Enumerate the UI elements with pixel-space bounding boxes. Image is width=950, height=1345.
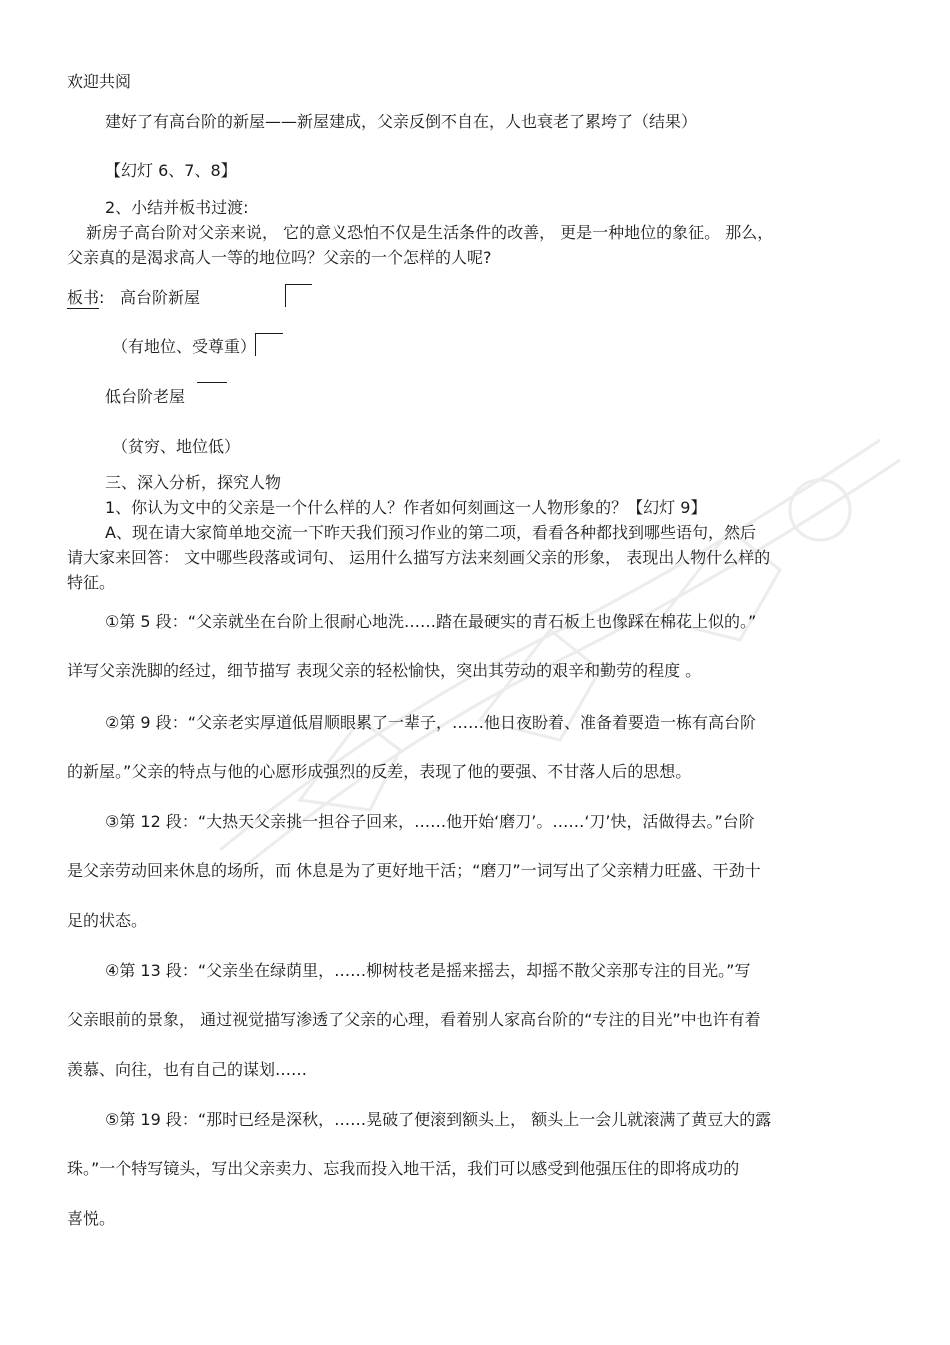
analysis-item: ④第 13 段：“父亲坐在绿荫里，……柳树枝老是摇来摇去，却摇不散父亲那专注的目光。”写 (105, 961, 751, 980)
board-label: 板书 (67, 288, 100, 307)
subheading: 2、小结并板书过渡: (105, 198, 249, 217)
analysis-item: 足的状态。 (67, 911, 148, 930)
analysis-item: ③第 12 段：“大热天父亲挑一担谷子回来，……他开始‘磨刀’。……‘刀’快，活做得去。”台阶 (105, 812, 755, 831)
board-item-old-house: 低台阶老屋 (105, 387, 186, 406)
board-bracket (197, 382, 227, 383)
watermark-graphic (180, 420, 950, 880)
section-heading: 三、深入分析，探究人物 (105, 473, 282, 492)
board-heading (67, 288, 104, 308)
slide-ref: 【幻灯 6、7、8】 (105, 161, 237, 180)
analysis-item: 珠。”一个特写镜头，写出父亲卖力、忘我而投入地干活，我们可以感受到他强压住的即将成功的 (67, 1159, 740, 1178)
analysis-item: 羡慕、向往，也有自己的谋划…… (67, 1060, 308, 1079)
board-bracket (285, 284, 312, 307)
analysis-item: ①第 5 段：“父亲就坐在台阶上很耐心地洗……踏在最硬实的青石板上也像踩在棉花上似的。” (105, 612, 757, 631)
analysis-item: 喜悦。 (67, 1209, 116, 1228)
board-colon: : (99, 288, 105, 307)
board-bracket (255, 333, 283, 356)
paragraph-line: 建好了有高台阶的新屋——新屋建成，父亲反倒不自在，人也衰老了累垮了（结果） (105, 112, 698, 131)
paragraph-line: 新房子高台阶对父亲来说， 它的意义恐怕不仅是生活条件的改善， 更是一种地位的象征。 那么， (86, 223, 774, 242)
analysis-item: 是父亲劳动回来休息的场所，而 休息是为了更好地干活；“磨刀”一词写出了父亲精力旺盛、干劲十 (67, 861, 761, 880)
analysis-item: 父亲眼前的景象， 通过视觉描写渗透了父亲的心理，看着别人家高台阶的“专注的目光”中也许有着 (67, 1010, 761, 1029)
analysis-item: 详写父亲洗脚的经过，细节描写 表现父亲的轻松愉快，突出其劳动的艰辛和勤劳的程度 。 (67, 661, 702, 680)
board-item-new-house: 高台阶新屋 (120, 288, 201, 307)
paragraph-line: A、现在请大家简单地交流一下昨天我们预习作业的第二项，看看各种都找到哪些语句，然后 (105, 523, 756, 542)
analysis-item: ⑤第 19 段：“那时已经是深秋，……晃破了便滚到额头上， 额头上一会儿就滚满了黄豆大的露 (105, 1110, 772, 1129)
board-item-poor: （贫穷、地位低） (112, 437, 241, 456)
paragraph-line: 父亲真的是渴求高人一等的地位吗？父亲的一个怎样的人呢? (67, 248, 492, 267)
paragraph-line: 特征。 (67, 573, 116, 592)
analysis-item: 的新屋。”父亲的特点与他的心愿形成强烈的反差，表现了他的要强、不甘落人后的思想。 (67, 762, 692, 781)
board-item-status: （有地位、受尊重） (112, 337, 257, 356)
question-line: 1、你认为文中的父亲是一个什么样的人？作者如何刻画这一人物形象的？【幻灯 9】 (105, 498, 707, 517)
paragraph-line: 请大家来回答： 文中哪些段落或词句、 运用什么描写方法来刻画父亲的形象， 表现出人物什么样的 (67, 548, 771, 567)
analysis-item: ②第 9 段：“父亲老实厚道低眉顺眼累了一辈子，……他日夜盼着、准备着要造一栋有高台阶 (105, 713, 756, 732)
header-text: 欢迎共阅 (67, 72, 132, 91)
